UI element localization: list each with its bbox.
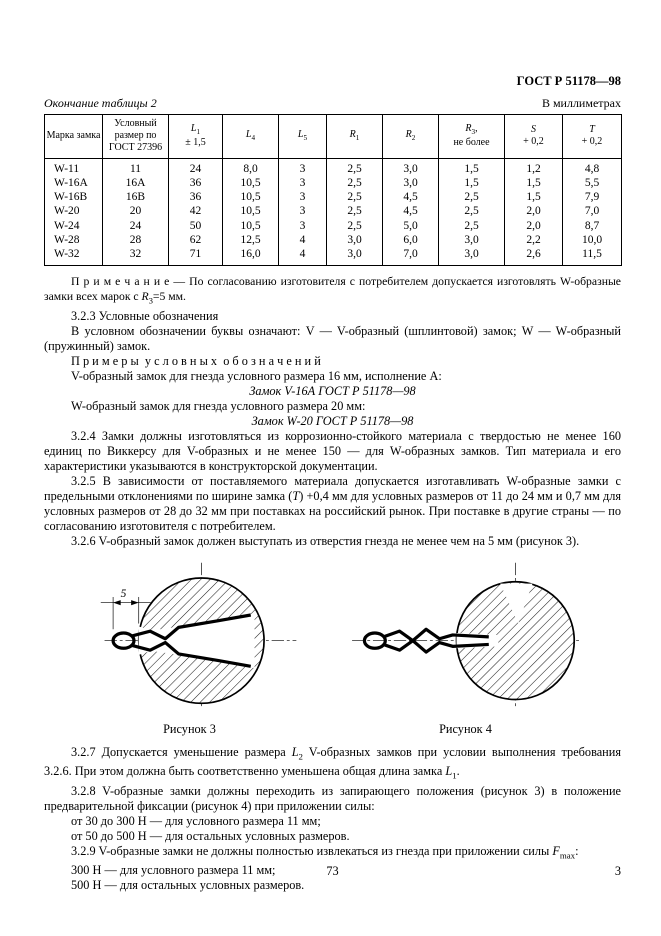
clause-3-2-3-heading: 3.2.3 Условные обозначения (71, 308, 219, 323)
value-cell: 3 (279, 219, 327, 233)
value-cell: 10,5 (223, 219, 279, 233)
column-header: Условный размер по ГОСТ 27396 (103, 115, 169, 159)
table-header-row (45, 115, 622, 159)
figure-3-drawing (74, 559, 306, 709)
value-cell: 4,8 (563, 158, 622, 176)
value-cell: 2,5 (439, 219, 505, 233)
force-11: 300 Н — для условного размера 11 мм; (71, 863, 276, 877)
mark-cell: W-24 (45, 219, 103, 233)
clause-3-2-8: 3.2.8 V-образные замки должны переходить из запирающего положения (рисунок 3) в положение предварительной фиксации (рисунок 4) при приложении силы: (44, 783, 621, 813)
value-cell: 3 (279, 190, 327, 204)
value-cell: 2,5 (327, 204, 383, 218)
value-cell: 3,0 (383, 158, 439, 176)
value-cell: 3 (279, 204, 327, 218)
clause-3-2-3-text: В условном обозначении буквы означают: V — V-образный (шплинтовой) замок; W — W-образный (пружинный) замок. (44, 323, 621, 353)
figures-row (44, 559, 621, 737)
example-v-text: V-образный замок для гнезда условного размера 16 мм, исполнение А: (71, 368, 442, 383)
value-cell: 62 (169, 233, 223, 247)
value-cell: 2,5 (439, 190, 505, 204)
value-cell: 8,0 (223, 158, 279, 176)
force-range-11: от 30 до 300 Н — для условного размера 11 мм; (71, 813, 321, 828)
dimensions-table (44, 114, 622, 266)
column-header: $R_1$ (327, 115, 383, 159)
example-w-designation: Замок W-20 ГОСТ Р 51178—98 (251, 413, 414, 428)
note-paragraph: П р и м е ч а н и е — По согласованию изготовителя с потребителем допускается изготовлять W-образные замки всех марок с $R_3=5$ мм. (44, 275, 621, 306)
page-footer (44, 864, 621, 880)
value-cell: 5,0 (383, 219, 439, 233)
examples-heading: П р и м е р ы у с л о в н ы х о б о з н а ч е н и й (71, 353, 321, 368)
value-cell: 10,5 (223, 190, 279, 204)
table-row (45, 204, 622, 218)
value-cell: 2,2 (505, 233, 563, 247)
value-cell: 1,2 (505, 158, 563, 176)
value-cell: 11,5 (563, 247, 622, 266)
value-cell: 2,5 (439, 204, 505, 218)
text-block-1 (44, 274, 621, 548)
value-cell: 36 (169, 190, 223, 204)
mark-cell: W-20 (45, 204, 103, 218)
value-cell: 10,0 (563, 233, 622, 247)
example-v-designation: Замок V-16А ГОСТ Р 51178—98 (249, 383, 416, 398)
value-cell: 2,5 (327, 158, 383, 176)
table-continuation-caption: Окончание таблицы 2 (44, 96, 157, 110)
column-header: $L_1$ ± 1,5 (169, 115, 223, 159)
page-content (44, 74, 621, 893)
value-cell: 7,0 (563, 204, 622, 218)
value-cell: 1,5 (505, 176, 563, 190)
value-cell: 3,0 (439, 233, 505, 247)
table-caption-row (44, 96, 621, 111)
column-header: T + 0,2 (563, 115, 622, 159)
mark-cell: W-16B (45, 190, 103, 204)
units-caption: В миллиметрах (541, 96, 621, 110)
value-cell: 24 (103, 219, 169, 233)
figure-4-drawing (340, 559, 592, 709)
value-cell: 71 (169, 247, 223, 266)
clause-3-2-6: 3.2.6 V-образный замок должен выступать из отверстия гнезда не менее чем на 5 мм (рисунок 3). (71, 533, 580, 548)
column-header: $L_4$ (223, 115, 279, 159)
value-cell: 2,5 (327, 190, 383, 204)
clause-3-2-5: 3.2.5 В зависимости от поставляемого материала допускается изготавливать W-образные замки с предельными отклонениями по ширине замка (Т) +0,4 мм для условных размеров от 11 до 24 мм и 0,7 мм для условных размеров от 28 до 32 мм при поставках на российский рынок. При поставке в другие страны — по согласованию изготовителя с потребителем. (44, 473, 621, 533)
sheet-number: 3 (614, 864, 621, 878)
table-row (45, 176, 622, 190)
value-cell: 1,5 (439, 158, 505, 176)
value-cell: 7,9 (563, 190, 622, 204)
value-cell: 4,5 (383, 190, 439, 204)
value-cell: 5,5 (563, 176, 622, 190)
mark-cell: W-16A (45, 176, 103, 190)
value-cell: 4 (279, 247, 327, 266)
clause-3-2-4: 3.2.4 Замки должны изготовляться из коррозионно-стойкого материала с твердостью не менее 160 единиц по Виккерсу для V-образных и не менее 150 — для W-образных замков. Тип материала и его характеристики указываются в конструкторской документации. (44, 428, 621, 473)
value-cell: 16A (103, 176, 169, 190)
value-cell: 2,5 (327, 176, 383, 190)
value-cell: 20 (103, 204, 169, 218)
dim-arrow-left (113, 600, 121, 605)
value-cell: 2,0 (505, 219, 563, 233)
value-cell: 36 (169, 176, 223, 190)
value-cell: 2,5 (327, 219, 383, 233)
value-cell: 11 (103, 158, 169, 176)
value-cell: 50 (169, 219, 223, 233)
column-header: $L_5$ (279, 115, 327, 159)
value-cell: 2,6 (505, 247, 563, 266)
value-cell: 6,0 (383, 233, 439, 247)
value-cell: 8,7 (563, 219, 622, 233)
table-row (45, 219, 622, 233)
column-header: Марка замка (45, 115, 103, 159)
value-cell: 3,0 (327, 233, 383, 247)
value-cell: 3,0 (439, 247, 505, 266)
force-range-rest: от 50 до 500 Н — для остальных условных размеров. (71, 828, 350, 843)
value-cell: 4,5 (383, 204, 439, 218)
value-cell: 28 (103, 233, 169, 247)
mark-cell: W-11 (45, 158, 103, 176)
value-cell: 12,5 (223, 233, 279, 247)
value-cell: 10,5 (223, 204, 279, 218)
value-cell: 42 (169, 204, 223, 218)
value-cell: 3 (279, 158, 327, 176)
table-row (45, 233, 622, 247)
value-cell: 16B (103, 190, 169, 204)
example-w-text: W-образный замок для гнезда условного размера 20 мм: (71, 398, 366, 413)
value-cell: 1,5 (439, 176, 505, 190)
value-cell: 3,0 (383, 176, 439, 190)
value-cell: 16,0 (223, 247, 279, 266)
value-cell: 10,5 (223, 176, 279, 190)
column-header: S + 0,2 (505, 115, 563, 159)
mark-cell: W-28 (45, 233, 103, 247)
value-cell: 32 (103, 247, 169, 266)
protrusion-dim-label: 5 (120, 587, 126, 600)
value-cell: 1,5 (505, 190, 563, 204)
column-header: $R_2$ (383, 115, 439, 159)
value-cell: 2,0 (505, 204, 563, 218)
clause-3-2-9: 3.2.9 V-образные замки не должны полностью извлекаться из гнезда при приложении силы $F_{max}$: (71, 843, 579, 860)
table-body (45, 158, 622, 266)
force-rest: 500 Н — для остальных условных размеров. (71, 878, 305, 892)
dim-arrow-right (131, 600, 139, 605)
value-cell: 3 (279, 176, 327, 190)
table-row (45, 158, 622, 176)
figure-4 (340, 559, 592, 737)
value-cell: 3,0 (327, 247, 383, 266)
figure-4-caption: Рисунок 4 (439, 721, 492, 736)
value-cell: 24 (169, 158, 223, 176)
table-row (45, 190, 622, 204)
table-row (45, 247, 622, 266)
value-cell: 7,0 (383, 247, 439, 266)
document-number: ГОСТ Р 51178—98 (516, 74, 621, 88)
figure-3 (74, 559, 306, 737)
mark-cell: W-32 (45, 247, 103, 266)
value-cell: 4 (279, 233, 327, 247)
column-header: $R_3$, не более (439, 115, 505, 159)
page-number: 73 (326, 864, 339, 878)
figure-3-caption: Рисунок 3 (163, 721, 216, 736)
clause-3-2-7: 3.2.7 Допускается уменьшение размера $L_2$ V-образных замков при условии выполнения требования 3.2.6. При этом должна быть соответственно уменьшена общая длина замка $L_1$. (44, 744, 621, 781)
